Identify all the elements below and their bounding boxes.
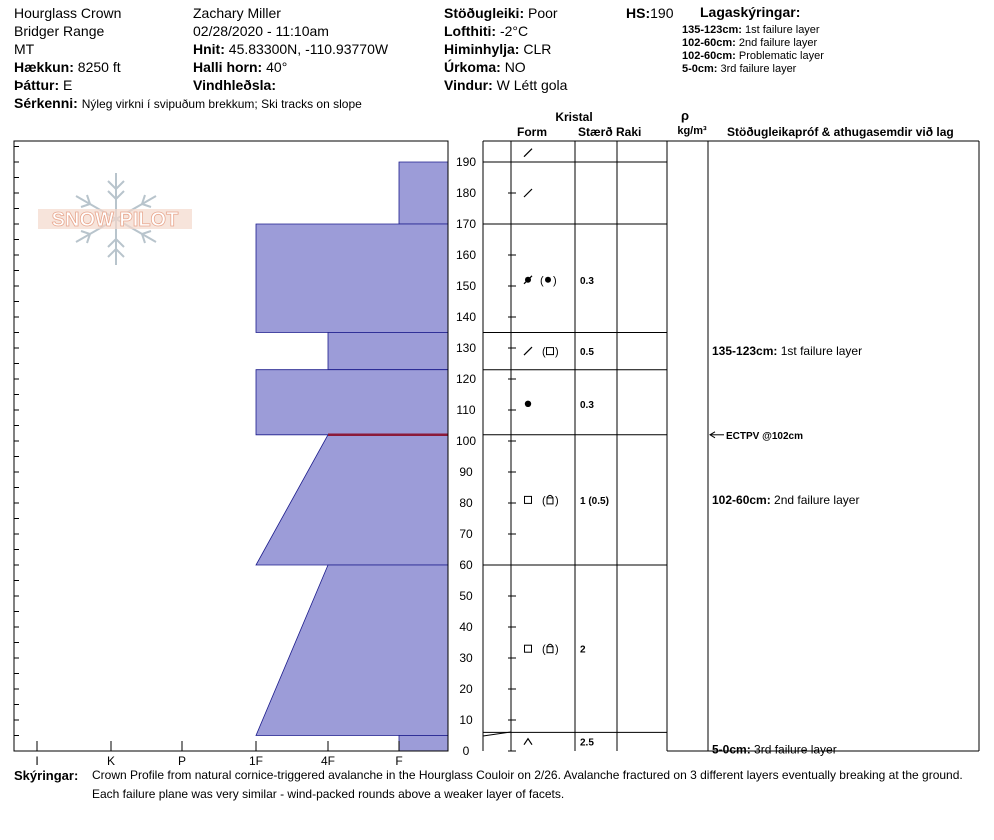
height-tick-label: 30 [459,651,473,665]
legend-desc: Problematic layer [738,50,824,62]
layer-comment [712,493,859,507]
height-tick-label: 90 [459,465,473,479]
height-tick-label: 100 [455,434,477,448]
legend-desc: 3rd failure layer [720,63,797,75]
stability-label: Stöðugleiki: [444,5,525,21]
coords-value: 45.83300N, -110.93770W [228,41,389,57]
precip-label: Úrkoma: [444,59,501,75]
layer-comment-range: 5-0cm: [712,742,751,757]
layer-comment-range: 102-60cm: [712,492,771,507]
crystal-form-symbol [525,401,531,407]
layer-comment-text: 1st failure layer [777,344,863,359]
legend-range: 135-123cm: [682,24,742,36]
crystal-form-symbol [524,739,532,745]
comments-text: Crown Profile from natural cornice-triggered avalanche in the Hourglass Couloir on 2/26. Avalanche fractured on 3 different layers eventually breaking at the ground. Each failure plane was very similar - wind-packed rounds above a weaker layer of facets. [92,768,963,801]
rg-dot-icon [545,277,551,283]
hardness-tick-label: P [177,754,187,768]
size-header: Stærð [578,125,613,139]
hardness-layer [256,370,448,435]
layer-comment-range: 135-123cm: [712,344,778,359]
height-tick-label: 190 [455,155,477,169]
coords-label: Hnit: [193,41,225,57]
paren-open-icon: ( [540,274,544,287]
crystal-size: 0.3 [580,399,594,411]
comments-label: Skýringar: [14,768,79,783]
stability-test-result: ECTPV @102cm [726,430,804,442]
sky-value: CLR [523,41,552,57]
hs-label: HS: [626,5,651,21]
elevation-value: 8250 ft [77,59,121,75]
crystal-form-symbol [525,495,559,507]
paren-close-icon: ) [553,274,557,287]
df-slash-icon [524,149,532,157]
height-tick-label: 50 [459,589,473,603]
hardness-tick-label: 4F [320,754,336,768]
crystal-size: 2.5 [580,737,594,749]
range: Bridger Range [14,23,105,39]
hardness-layer [328,333,448,370]
height-tick-label: 20 [459,682,473,696]
layer-annotations [710,344,862,756]
paren-open-icon: ( [542,643,546,656]
hardness-layer [256,224,448,333]
crystal-form-symbol [525,644,559,656]
form-header: Form [517,125,547,139]
fc-square-icon [547,348,554,355]
height-tick-label: 150 [455,279,477,293]
height-tick-label: 140 [455,310,477,324]
height-tick-label: 110 [456,403,476,417]
slope-value: 40° [266,59,288,75]
hardness-layer [399,736,448,752]
crystal-form-symbol [524,346,559,358]
stability-comments-header: Stöðugleikapróf & athugasemdir við lag [727,125,954,139]
crystal-size: 0.5 [580,347,594,359]
sky-label: Himinhylja: [444,41,520,57]
crystal-size: 0.3 [580,275,594,287]
elevation-label: Hækkun: [14,59,74,75]
layers-legend-title: Lagaskýringar: [700,4,801,20]
hardness-layer [256,565,448,736]
height-tick-label: 160 [455,248,477,262]
crystal-header: Kristal [555,110,593,124]
legend-desc: 2nd failure layer [738,37,818,49]
layer-comment-text: 2nd failure layer [770,492,860,507]
height-tick-label: 170 [455,217,477,231]
rg-dot-icon [525,401,531,407]
fc-square-icon [525,645,532,652]
hardness-layers [256,162,448,751]
hardness-tick-label: K [106,754,116,768]
density-unit-header: kg/m³ [677,125,707,137]
height-tick-label: 80 [459,496,473,510]
observer: Zachary Miller [193,5,281,21]
location: Hourglass Crown [14,5,122,21]
crystal-table [483,141,979,751]
left-ticks [14,147,19,752]
crystal-symbols [524,149,609,749]
hardness-layer [399,162,448,224]
fcso-icon [547,498,553,504]
fc-square-icon [525,496,532,503]
hardness-ticks [35,741,402,768]
height-tick-label: 0 [462,744,470,758]
air-temp-value: -2°C [499,23,529,39]
dh-icon [524,739,532,745]
features-label: Sérkenni: [14,95,78,111]
moisture-header: Raki [616,125,642,139]
height-tick-label: 70 [459,527,473,541]
layer-comment [712,344,862,358]
df-slash-icon [524,347,532,355]
stability-value: Poor [528,5,558,21]
df-slash-icon [524,189,532,197]
state: MT [14,41,35,57]
wind-value: W Létt gola [496,77,568,93]
rho-header: ρ [680,108,690,123]
hardness-layer [256,435,448,565]
height-tick-label: 10 [459,713,473,727]
paren-open-icon: ( [542,346,546,359]
legend-range: 5-0cm: [682,63,718,75]
hardness-tick-label: F [395,754,403,768]
legend-desc: 1st failure layer [745,24,820,36]
height-tick-label: 120 [455,372,477,386]
height-tick-label: 130 [455,341,477,355]
wind-label: Vindur: [444,77,493,93]
snowpilot-logo [38,173,192,265]
crystal-form-symbol [524,275,557,287]
precip-value: NO [504,59,526,75]
aspect-label: Þáttur: [14,77,60,93]
features-value: Nýleg virkni í svipuðum brekkum; Ski tracks on slope [81,97,362,111]
wind-loading-label: Vindhleðsla: [193,77,276,93]
aspect-value: E [63,77,73,93]
height-tick-label: 180 [455,186,477,200]
hardness-tick-label: I [35,754,39,768]
height-tick-label: 40 [459,620,473,634]
crystal-size: 1 (0.5) [580,495,609,507]
datetime: 02/28/2020 - 11:10am [193,23,329,39]
air-temp-label: Lofthiti: [444,23,497,39]
hs-value: 190 [650,5,674,21]
crystal-size: 2 [580,644,586,656]
fcso-icon [547,647,553,653]
height-ticks [456,155,516,758]
logo-text: SNOW PILOT [51,209,179,231]
legend-range: 102-60cm: [682,37,736,49]
hardness-tick-label: 1F [248,754,264,768]
legend-range: 102-60cm: [682,50,736,62]
slope-label: Halli horn: [193,59,263,75]
paren-open-icon: ( [542,494,546,507]
paren-close-icon: ) [555,346,559,359]
layer-comment-text: 3rd failure layer [750,742,837,757]
paren-close-icon: ) [555,643,559,656]
crystal-form-symbol [524,149,532,157]
paren-close-icon: ) [555,494,559,507]
crystal-form-symbol [524,189,532,197]
height-tick-label: 60 [459,558,473,572]
layer-comment [712,742,837,756]
